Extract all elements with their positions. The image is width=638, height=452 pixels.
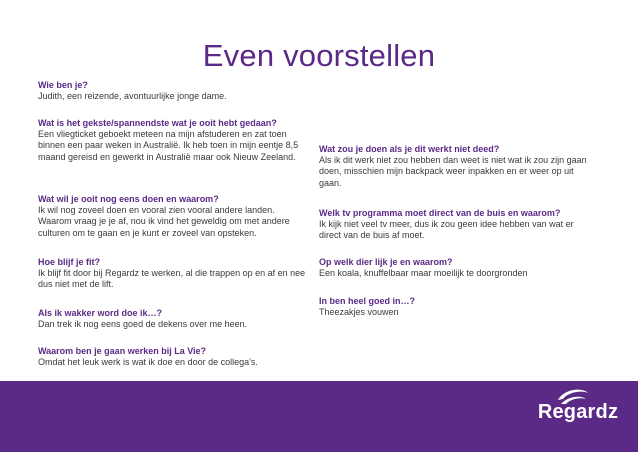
qa-item xyxy=(319,208,591,242)
qa-item xyxy=(38,118,310,163)
qa-item xyxy=(38,257,310,291)
answer: Een vliegticket geboekt meteen na mijn afstuderen en zat toen binnen een paar weken in Australië. Ik heb toen in mijn eentje 8,5 maand gereisd en gewerkt in Australië maar ook Nieuw Zeeland. xyxy=(38,129,299,162)
qa-item xyxy=(38,308,247,330)
question: Welk tv programma moet direct van de buis en waarom? xyxy=(319,208,561,218)
question: Wat wil je ooit nog eens doen en waarom? xyxy=(38,194,219,204)
answer: Dan trek ik nog eens goed de dekens over me heen. xyxy=(38,319,248,329)
brand-logo-text: Regardz xyxy=(537,401,619,423)
answer: Ik wil nog zoveel doen en vooral zien vooral andere landen. Waarom vraag je je af, nou ik vind het geweldig om met andere culturen om te gaan en je kunt er zoveel van opsteken. xyxy=(38,205,290,238)
question: Waarom ben je gaan werken bij La Vie? xyxy=(38,346,207,356)
qa-item xyxy=(319,257,527,279)
qa-item xyxy=(38,346,258,368)
question: Wat zou je doen als je dit werkt niet deed? xyxy=(319,144,500,154)
question: In ben heel goed in…? xyxy=(319,296,416,306)
answer: Theezakjes vouwen xyxy=(319,307,399,317)
answer: Ik kijk niet veel tv meer, dus ik zou geen idee hebben van wat er direct van de buis af moet. xyxy=(319,219,574,241)
slide-title: Even voorstellen xyxy=(202,38,436,73)
question: Op welk dier lijk je en waarom? xyxy=(319,257,453,267)
question: Wie ben je? xyxy=(38,80,88,90)
question: Hoe blijf je fit? xyxy=(38,257,100,267)
answer: Omdat het leuk werk is wat ik doe en door de collega's. xyxy=(38,357,258,367)
answer: Als ik dit werk niet zou hebben dan weet is niet wat ik zou zijn gaan doen, misschien mijn backpack weer inpakken en er weer op uit gaan. xyxy=(319,155,587,188)
answer: Judith, een reizende, avontuurlijke jonge dame. xyxy=(38,91,227,101)
qa-item xyxy=(38,194,310,239)
qa-item xyxy=(319,144,591,189)
answer: Ik blijf fit door bij Regardz te werken, al die trappen op en af en nee dus niet met de lift. xyxy=(38,268,306,290)
answer: Een koala, knuffelbaar maar moeilijk te doorgronden xyxy=(319,268,528,278)
qa-item xyxy=(319,296,415,318)
question: Wat is het gekste/spannendste wat je ooit hebt gedaan? xyxy=(38,118,277,128)
qa-item xyxy=(38,80,227,102)
question: Als ik wakker word doe ik…? xyxy=(38,308,163,318)
